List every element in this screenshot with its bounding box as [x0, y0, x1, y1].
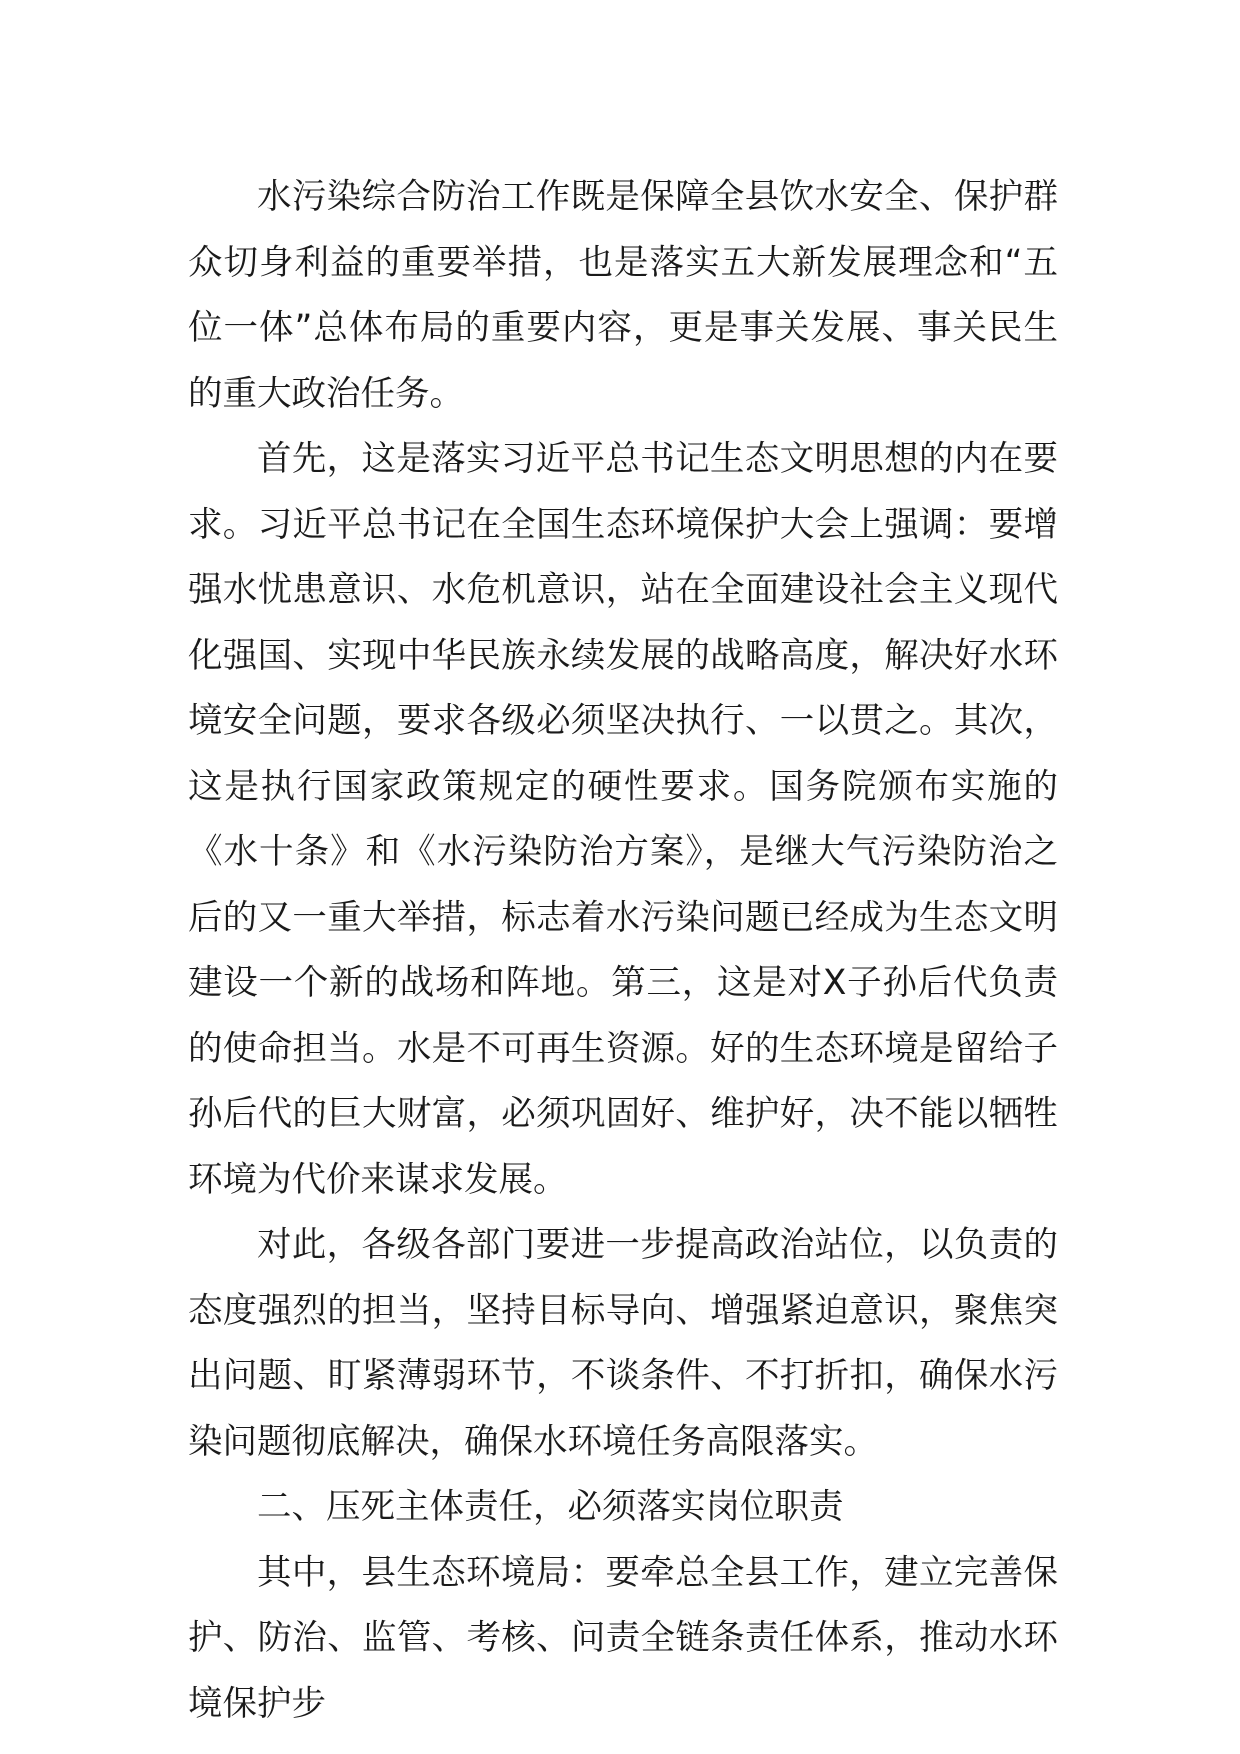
- paragraph-intro: 水污染综合防治工作既是保障全县饮水安全、保护群众切身利益的重要举措，也是落实五大新发展理念和“五位一体”总体布局的重要内容，更是事关发展、事关民生的重大政治任务。: [188, 177, 1058, 414]
- section-heading: 二、压死主体责任，必须落实岗位职责: [257, 1487, 844, 1527]
- document-body: [188, 165, 1058, 1737]
- paragraph-reasons: 首先，这是落实习近平总书记生态文明思想的内在要求。习近平总书记在全国生态环境保护大会上强调：要增强水忧患意识、水危机意识，站在全面建设社会主义现代化强国、实现中华民族永续发展的战略高度，解决好水环境安全问题，要求各级必须坚决执行、一以贯之。其次，这是执行国家政策规定的硬性要求。国务院颁布实施的《水十条》和《水污染防治方案》，是继大气污染防治之后的又一重大举措，标志着水污染问题已经成为生态文明建设一个新的战场和阵地。第三，这是对X子孙后代负责的使命担当。水是不可再生资源。好的生态环境是留给子孙后代的巨大财富，必须巩固好、维护好，决不能以牺牲环境为代价来谋求发展。: [188, 439, 1058, 1200]
- paragraph-responsibilities: 其中，县生态环境局：要牵总全县工作，建立完善保护、防治、监管、考核、问责全链条责任体系，推动水环境保护步: [188, 1552, 1058, 1724]
- paragraph-requirements: 对此，各级各部门要进一步提高政治站位，以负责的态度强烈的担当，坚持目标导向、增强紧迫意识，聚焦突出问题、盯紧薄弱环节，不谈条件、不打折扣，确保水污染问题彻底解决，确保水环境任务高限落实。: [188, 1225, 1058, 1462]
